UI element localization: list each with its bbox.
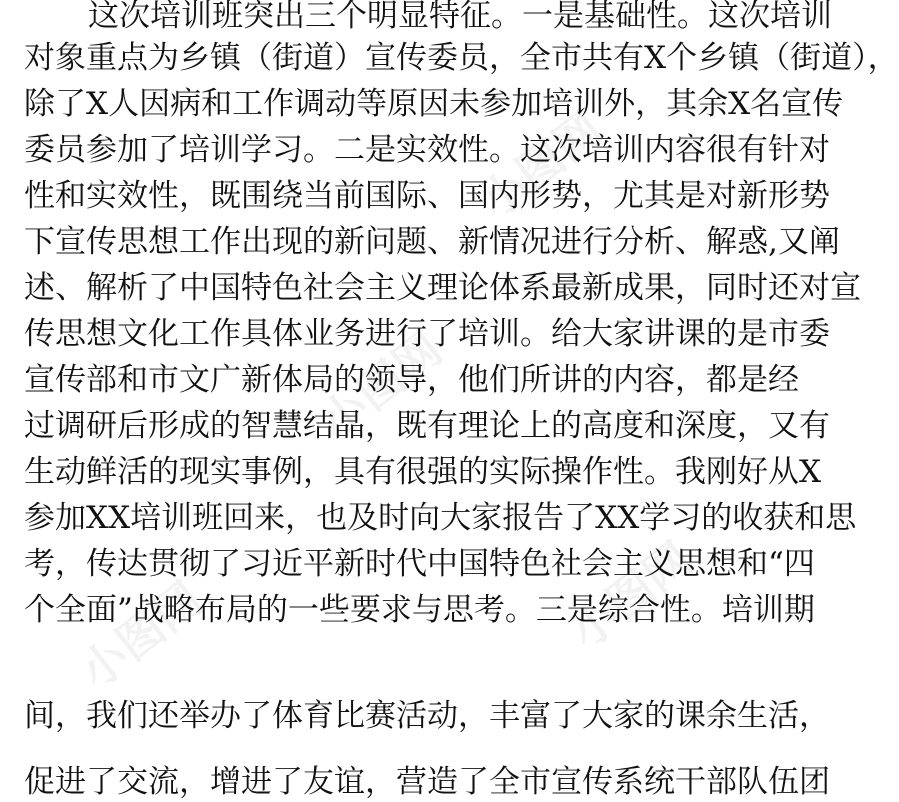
paragraph-line: 性和实效性，既围绕当前国际、国内形势，尤其是对新形势 bbox=[24, 178, 830, 214]
paragraph-line: 过调研后形成的智慧结晶，既有理论上的高度和深度，又有 bbox=[24, 408, 830, 444]
paragraph-line: 下宣传思想工作出现的新问题、新情况进行分析、解惑,又阐 bbox=[24, 224, 840, 260]
watermark: 小图网 bbox=[559, 531, 702, 660]
watermark: 小图网 bbox=[309, 321, 452, 450]
paragraph-line: 促进了交流，增进了友谊，营造了全市宣传系统干部队伍团 bbox=[24, 764, 830, 800]
paragraph-line: 生动鲜活的现实事例，具有很强的实际操作性。我刚好从X bbox=[24, 454, 822, 490]
paragraph-line: 个全面”战略布局的一些要求与思考。三是综合性。培训期 bbox=[24, 592, 815, 628]
paragraph-line: 除了X人因病和工作调动等原因未参加培训外，其余X名宣传 bbox=[24, 86, 844, 122]
paragraph-line: 宣传部和市文广新体局的领导，他们所讲的内容，都是经 bbox=[24, 362, 799, 398]
paragraph-line: 间，我们还举办了体育比赛活动，丰富了大家的课余生活， bbox=[24, 698, 830, 734]
paragraph-line: 委员参加了培训学习。二是实效性。这次培训内容很有针对 bbox=[24, 132, 830, 168]
paragraph-line: 考，传达贯彻了习近平新时代中国特色社会主义思想和“四 bbox=[24, 546, 815, 582]
paragraph-line: 这次培训班突出三个明显特征。一是基础性。这次培训 bbox=[88, 0, 832, 34]
watermark: 小图网 bbox=[469, 101, 612, 230]
paragraph-line: 传思想文化工作具体业务进行了培训。给大家讲课的是市委 bbox=[24, 316, 830, 352]
paragraph-line: 参加XX培训班回来，也及时向大家报告了XX学习的收获和思 bbox=[24, 500, 857, 536]
paragraph-line: 述、解析了中国特色社会主义理论体系最新成果，同时还对宣 bbox=[24, 270, 861, 306]
watermark: 小图网 bbox=[69, 571, 212, 700]
paragraph-line: 对象重点为乡镇（街道）宣传委员，全市共有X个乡镇（街道）， bbox=[24, 40, 899, 76]
